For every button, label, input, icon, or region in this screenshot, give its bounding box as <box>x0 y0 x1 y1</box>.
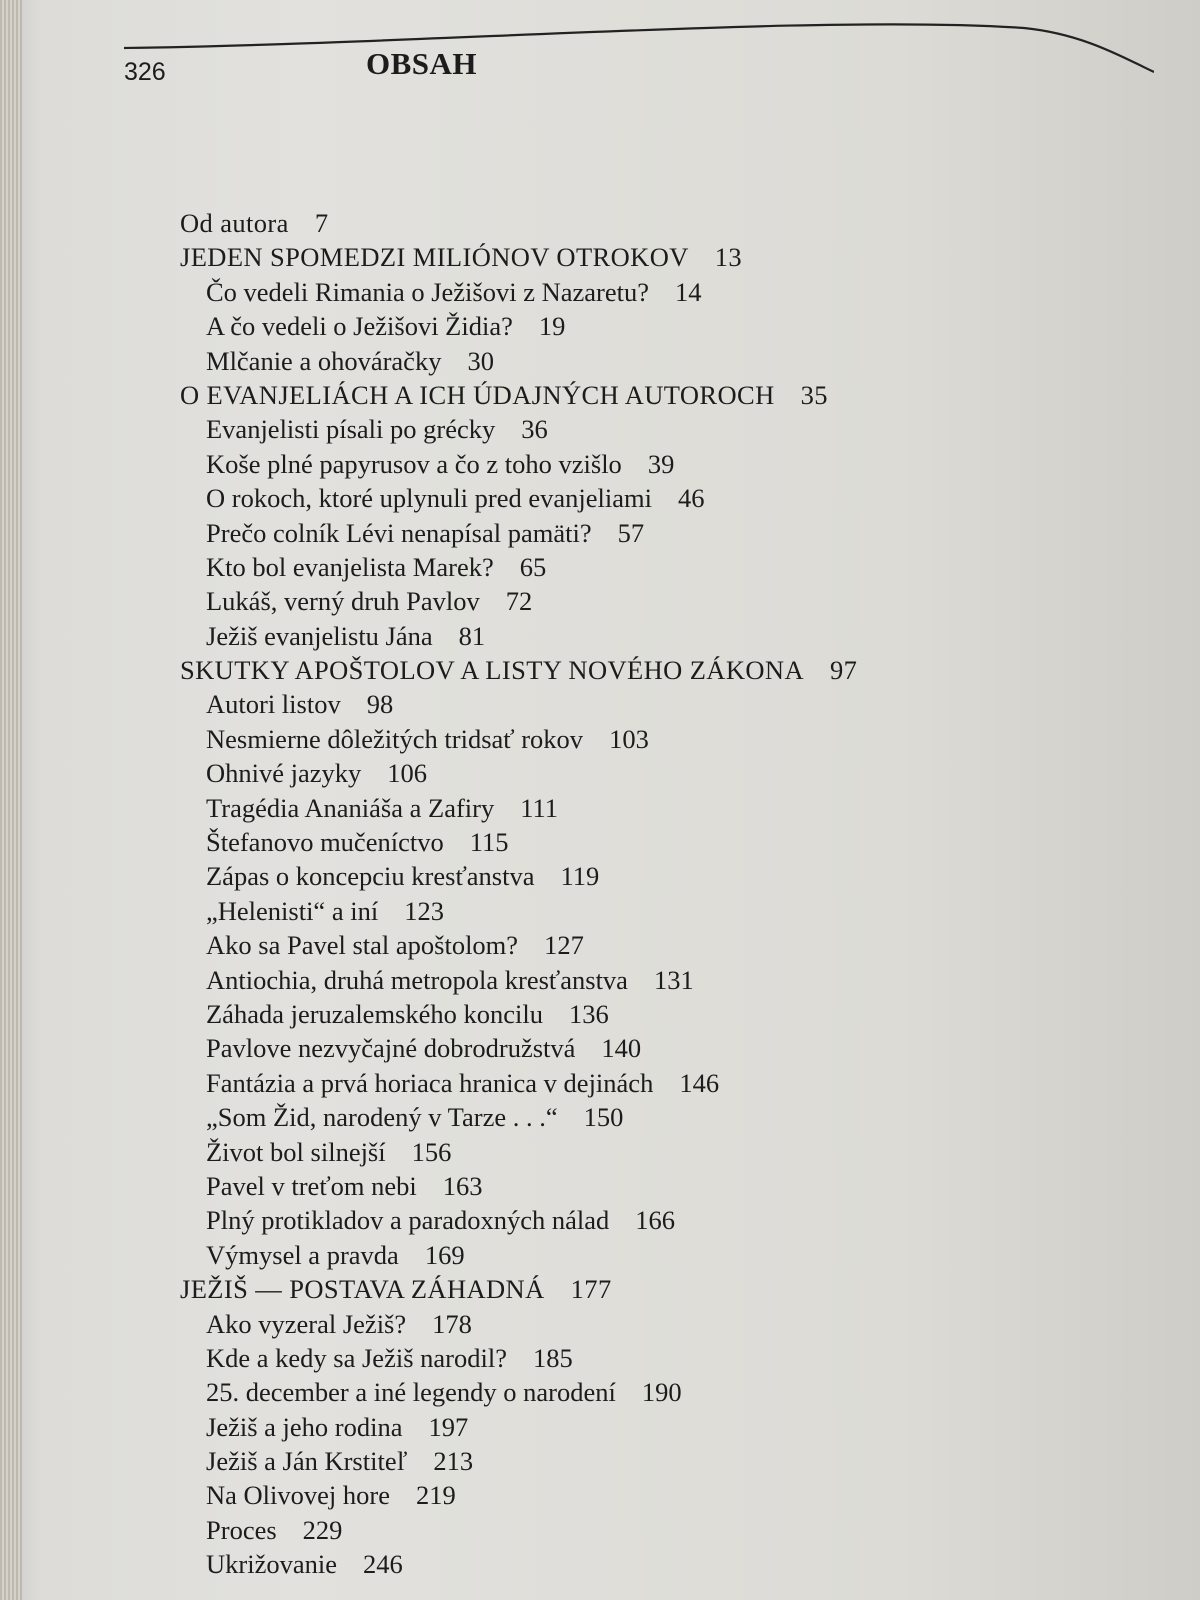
toc-entry-page: 246 <box>362 1549 403 1580</box>
toc-section <box>160 481 1120 515</box>
toc-entry-page: 35 <box>800 379 828 410</box>
toc-entry-page: 7 <box>314 208 329 238</box>
toc-entry-page: 30 <box>467 345 494 376</box>
toc-chapter <box>160 378 1120 412</box>
toc-entry-title: Koše plné papyrusov a čo z toho vzišlo <box>206 448 622 479</box>
toc-entry-title: Tragédia Ananiáša a Zafiry <box>206 792 495 823</box>
toc-entry-page: 150 <box>583 1102 624 1133</box>
toc-section <box>160 1410 1120 1444</box>
toc-section <box>160 309 1120 343</box>
toc-entry-page: 81 <box>458 620 486 651</box>
toc-entry-page: 140 <box>601 1033 642 1064</box>
toc-entry-title: Nesmierne dôležitých tridsať rokov <box>206 723 584 754</box>
toc-entry-title: Kto bol evanjelista Marek? <box>206 551 494 582</box>
table-of-contents <box>160 206 1120 1582</box>
toc-entry-title: Ohnivé jazyky <box>206 758 362 789</box>
toc-section <box>160 722 1120 756</box>
toc-section <box>160 859 1120 893</box>
toc-entry-page: 97 <box>830 655 858 686</box>
toc-entry-title: Ako vyzeral Ježiš? <box>206 1308 407 1339</box>
toc-entry-title: Život bol silnejší <box>206 1136 386 1167</box>
toc-entry-title: Záhada jeruzalemského koncilu <box>206 998 543 1029</box>
toc-entry-title: 25. december a iné legendy o narodení <box>206 1377 616 1408</box>
toc-entry-title: Proces <box>206 1514 277 1545</box>
toc-section <box>160 1203 1120 1237</box>
toc-section <box>160 1100 1120 1134</box>
toc-entry-title: Štefanovo mučeníctvo <box>206 827 444 858</box>
toc-entry-title: Čo vedeli Rimania o Ježišovi z Nazaretu? <box>206 276 649 307</box>
toc-entry-page: 156 <box>411 1136 452 1167</box>
toc-section <box>160 1478 1120 1512</box>
toc-entry-title: „Som Žid, narodený v Tarze . . .“ <box>206 1102 558 1133</box>
toc-entry-page: 46 <box>677 483 705 514</box>
toc-section <box>160 412 1120 446</box>
toc-entry-title: Zápas o koncepciu kresťanstva <box>206 861 535 892</box>
toc-entry-title: Výmysel a pravda <box>206 1239 399 1270</box>
page-title: OBSAH <box>366 46 478 81</box>
toc-entry-title: O rokoch, ktoré uplynuli pred evanjeliami <box>206 483 652 514</box>
toc-entry-title: Ježiš a jeho rodina <box>206 1411 403 1442</box>
toc-section <box>160 687 1120 721</box>
toc-entry-page: 178 <box>432 1308 472 1339</box>
toc-entry-title: Od autora <box>180 208 289 238</box>
toc-entry-page: 169 <box>424 1239 465 1270</box>
toc-section <box>160 997 1120 1031</box>
toc-entry-page: 57 <box>617 517 645 548</box>
toc-section <box>160 1031 1120 1065</box>
toc-entry-title: Plný protikladov a paradoxných nálad <box>206 1205 610 1236</box>
toc-section <box>160 1513 1120 1547</box>
toc-section <box>160 1307 1120 1341</box>
toc-entry-title: Mlčanie a ohováračky <box>206 345 442 376</box>
toc-entry-page: 14 <box>674 276 702 307</box>
toc-entry-page: 163 <box>442 1170 483 1201</box>
toc-entry-title: Na Olivovej hore <box>206 1480 390 1511</box>
toc-entry-title: SKUTKY APOŠTOLOV A LISTY NOVÉHO ZÁKONA <box>180 655 804 686</box>
toc-entry-page: 190 <box>641 1377 682 1408</box>
toc-chapter <box>160 206 1120 240</box>
toc-section <box>160 1135 1120 1169</box>
header-rule <box>124 18 1154 88</box>
toc-section <box>160 963 1120 997</box>
toc-entry-page: 111 <box>520 792 559 823</box>
toc-entry-page: 127 <box>544 930 584 961</box>
toc-chapter <box>160 1272 1120 1306</box>
toc-entry-page: 229 <box>302 1514 343 1545</box>
page-edge-stack <box>0 0 22 1600</box>
toc-entry-page: 39 <box>647 448 675 479</box>
toc-chapter <box>160 240 1120 274</box>
toc-section <box>160 1444 1120 1478</box>
toc-section <box>160 516 1120 550</box>
toc-section <box>160 1238 1120 1272</box>
toc-entry-page: 72 <box>505 586 533 617</box>
toc-entry-title: Kde a kedy sa Ježiš narodil? <box>206 1342 507 1373</box>
toc-section <box>160 447 1120 481</box>
toc-entry-title: O EVANJELIÁCH A ICH ÚDAJNÝCH AUTOROCH <box>180 379 775 410</box>
page-number: 326 <box>124 58 166 86</box>
toc-entry-page: 106 <box>387 758 428 789</box>
toc-entry-page: 119 <box>560 861 600 892</box>
toc-entry-page: 197 <box>428 1411 469 1442</box>
toc-entry-title: Autori listov <box>206 689 341 720</box>
toc-entry-page: 219 <box>415 1480 456 1511</box>
toc-section <box>160 928 1120 962</box>
toc-entry-page: 146 <box>679 1067 720 1098</box>
toc-entry-page: 103 <box>609 723 649 754</box>
toc-section <box>160 791 1120 825</box>
toc-section <box>160 825 1120 859</box>
toc-entry-title: Ukrižovanie <box>206 1549 337 1580</box>
toc-section <box>160 756 1120 790</box>
toc-entry-page: 19 <box>538 311 566 342</box>
toc-entry-title: Pavel v treťom nebi <box>206 1170 417 1201</box>
toc-section <box>160 1341 1120 1375</box>
toc-entry-page: 36 <box>521 414 548 445</box>
toc-entry-title: „Helenisti“ a iní <box>206 895 379 926</box>
toc-entry-title: Evanjelisti písali po grécky <box>206 414 496 445</box>
toc-entry-page: 166 <box>635 1205 676 1236</box>
toc-entry-title: Fantázia a prvá horiaca hranica v dejinách <box>206 1067 654 1098</box>
toc-section <box>160 1066 1120 1100</box>
toc-entry-page: 13 <box>714 242 743 273</box>
toc-section <box>160 1547 1120 1581</box>
toc-entry-page: 115 <box>469 827 509 858</box>
toc-entry-page: 131 <box>653 964 694 995</box>
toc-entry-title: A čo vedeli o Ježišovi Židia? <box>206 311 513 342</box>
toc-section <box>160 619 1120 653</box>
toc-section <box>160 550 1120 584</box>
toc-entry-title: Lukáš, verný druh Pavlov <box>206 586 480 617</box>
toc-entry-page: 123 <box>404 895 444 926</box>
toc-section <box>160 1169 1120 1203</box>
toc-entry-title: JEŽIŠ — POSTAVA ZÁHADNÁ <box>180 1274 545 1305</box>
toc-entry-title: Antiochia, druhá metropola kresťanstva <box>206 964 628 995</box>
toc-entry-title: JEDEN SPOMEDZI MILIÓNOV OTROKOV <box>180 242 689 273</box>
toc-entry-title: Ježiš a Ján Krstiteľ <box>206 1446 408 1477</box>
toc-entry-page: 185 <box>532 1342 573 1373</box>
toc-entry-title: Ježiš evanjelistu Jána <box>206 620 433 651</box>
toc-chapter <box>160 653 1120 687</box>
toc-entry-page: 98 <box>366 689 394 720</box>
toc-entry-page: 136 <box>569 998 609 1029</box>
toc-section <box>160 275 1120 309</box>
toc-entry-title: Pavlove nezvyčajné dobrodružstvá <box>206 1033 576 1064</box>
toc-section <box>160 894 1120 928</box>
toc-entry-title: Prečo colník Lévi nenapísal pamäti? <box>206 517 592 548</box>
toc-section <box>160 584 1120 618</box>
toc-section <box>160 1375 1120 1409</box>
toc-section <box>160 344 1120 378</box>
toc-entry-page: 213 <box>433 1446 474 1477</box>
toc-entry-page: 65 <box>519 551 547 582</box>
toc-entry-page: 177 <box>570 1274 612 1305</box>
toc-entry-title: Ako sa Pavel stal apoštolom? <box>206 930 519 961</box>
